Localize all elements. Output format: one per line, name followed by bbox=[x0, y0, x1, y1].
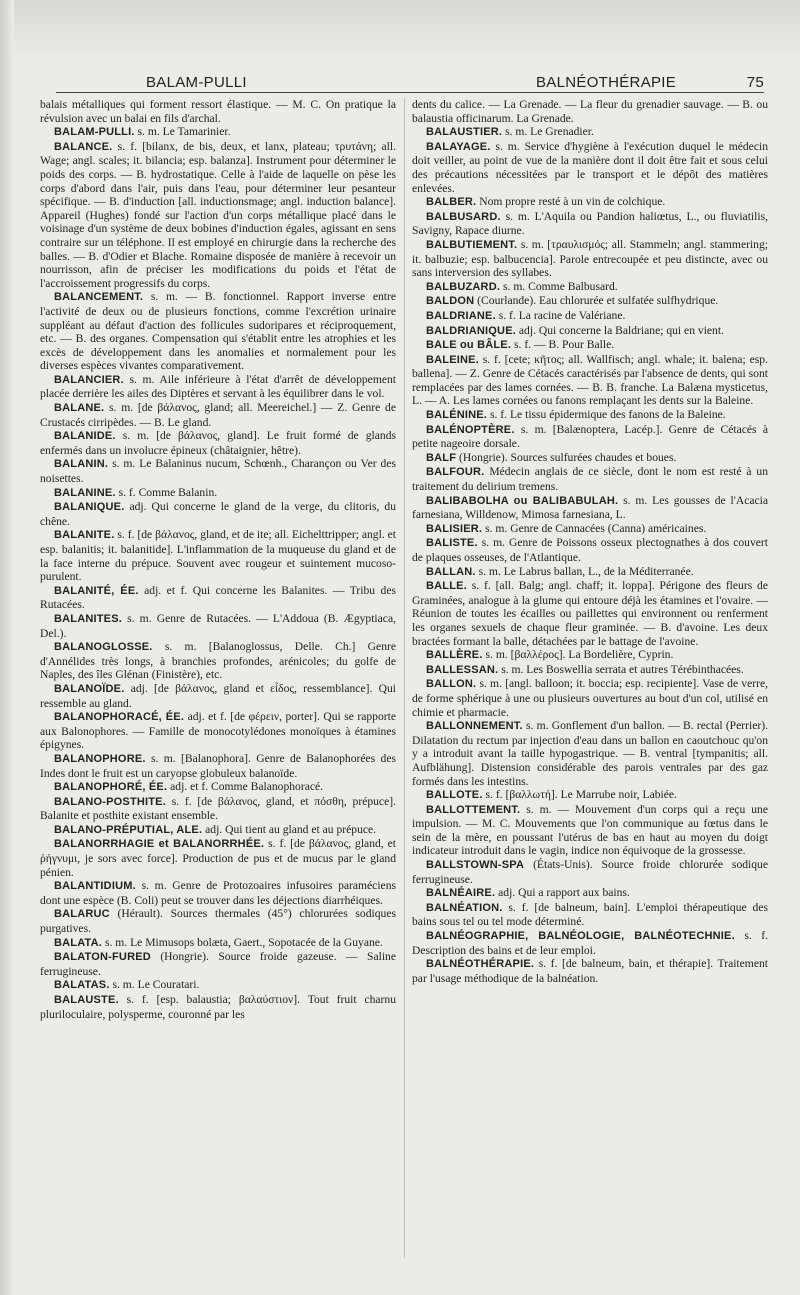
dictionary-entry bbox=[40, 795, 396, 823]
header-left-guideword: BALAM-PULLI bbox=[146, 74, 247, 91]
entry-definition: s. m. Le Labrus ballan, L., de la Méditerranée. bbox=[478, 564, 694, 578]
dictionary-entry bbox=[412, 579, 768, 648]
dictionary-entry bbox=[40, 837, 396, 879]
dictionary-entry bbox=[412, 788, 768, 803]
dictionary-entry bbox=[412, 140, 768, 195]
dictionary-entry bbox=[412, 663, 768, 678]
entry-headword: BALANCIER. bbox=[54, 373, 124, 386]
entry-headword: BALEINE. bbox=[426, 353, 479, 366]
entry-definition: s. m. Genre de Rutacées. — L'Addoua (B. Ægyptiaca, Del.). bbox=[40, 611, 396, 640]
dictionary-entry bbox=[412, 451, 768, 466]
dictionary-entry bbox=[412, 210, 768, 238]
entry-definition: adj. Qui tient au gland et au prépuce. bbox=[205, 822, 377, 836]
dictionary-entry bbox=[40, 290, 396, 373]
entry-definition: s. m. Le Couratari. bbox=[112, 978, 200, 992]
dictionary-entry bbox=[412, 280, 768, 295]
dictionary-entry bbox=[40, 584, 396, 612]
entry-definition: s. m. — Mouvement d'un corps qui a reçu une impulsion. — M. C. Mouvements que l'on communique au fœtus dans le sein de la mère, en poussant l'utérus de bas en haut au moyen du doigt indicateur introduit dans le vagin, indice non équivoque de la grossesse. bbox=[412, 802, 768, 858]
entry-definition: s. m. Le Grenadier. bbox=[505, 125, 594, 139]
entry-headword: BALIBABOLHA ou BALIBABULAH. bbox=[426, 494, 619, 507]
dictionary-entry bbox=[40, 500, 396, 528]
entry-headword: BALÉNOPTÈRE. bbox=[426, 423, 515, 436]
dictionary-entry bbox=[412, 494, 768, 522]
entry-definition: dents du calice. — La Grenade. — La fleur du grenadier sauvage. — B. ou balaustia officinarum. La Grenade. bbox=[412, 98, 768, 125]
entry-headword: BALISIER. bbox=[426, 522, 483, 535]
entry-definition: s. f. [de balneum, bain]. L'emploi thérapeutique des bains sous tel ou tel mode déterminé. bbox=[412, 900, 768, 929]
dictionary-entry bbox=[40, 978, 396, 993]
entry-headword: BALNÉAIRE. bbox=[426, 887, 496, 900]
dictionary-entry bbox=[40, 823, 396, 838]
entry-headword: BALDON bbox=[426, 295, 475, 308]
entry-definition: adj. Qui a rapport aux bains. bbox=[498, 886, 630, 900]
entry-definition: s. m. Le Balaninus nucum, Schœnh., Charançon ou Ver des noisettes. bbox=[40, 457, 396, 486]
entry-definition: s. f. [all. Balg; angl. chaff; it. loppa]. Périgone des fleurs de Graminées, analogue à la glume qui entoure déjà les étamines et l'ovaire. — Réunion de toutes les écailles ou paillettes qui environnent ou renferment les organes sexuels de chaque fleur graminée. — B. d'avoine. Les deux bractées formant la balle, détachées par le battage de l'avoine. bbox=[412, 579, 768, 648]
dictionary-entry bbox=[40, 486, 396, 501]
dictionary-entry bbox=[412, 353, 768, 408]
entry-headword: BALANIQUE. bbox=[54, 501, 125, 514]
entry-definition: s. m. L'Aquila ou Pandion haliœtus, L., ou fluviatilis, Savigny, Rapace diurne. bbox=[412, 209, 768, 238]
entry-definition: s. m. Genre de Poissons osseux plectognathes à dos couvert de plaques osseuses, de l'Atlantique. bbox=[412, 536, 768, 564]
dictionary-entry bbox=[412, 465, 768, 493]
entry-headword: BALÉNINE. bbox=[426, 409, 488, 422]
page-top-edge bbox=[0, 0, 800, 60]
entry-definition: s. f. Le tissu épidermique des fanons de la Baleine. bbox=[490, 408, 726, 422]
dictionary-entry bbox=[40, 457, 396, 485]
dictionary-entry bbox=[40, 907, 396, 935]
entry-definition: s. m. Comme Balbusard. bbox=[503, 279, 618, 293]
entry-headword: BALF bbox=[426, 451, 457, 464]
entry-definition: (États-Unis). Source froide chlorurée sodique ferrugineuse. bbox=[412, 858, 768, 886]
entry-definition: s. m. [de βάλανος, gland]. Le fruit formé de glands enfermés dans un involucre épineux (châtaignier, hêtre). bbox=[40, 429, 397, 457]
dictionary-entry bbox=[412, 423, 768, 451]
dictionary-entry bbox=[412, 309, 768, 324]
entry-headword: BALAYAGE. bbox=[426, 140, 491, 153]
dictionary-entry bbox=[412, 195, 768, 210]
entry-definition: s. f. [βαλλωτή]. Le Marrube noir, Labiée. bbox=[485, 788, 677, 802]
entry-definition: s. m. [Balanoglossus, Delle. Ch.] Genre d'Annélides très longs, à branchies profondes, arénicoles; du golfe de Naples, des îles Glénan (Finistère), etc. bbox=[40, 640, 396, 682]
entry-definition: adj. et f. [de φέρειν, porter]. Qui se rapporte aux Balonophores. — Famille de monocotylédones monoïques à étamines épigynes. bbox=[40, 710, 396, 752]
entry-definition: s. f. [esp. balaustia; βαλαύστιον]. Tout fruit charnu pluriloculaire, polysperme, couronné par les bbox=[40, 993, 396, 1021]
entry-headword: BALANOÏDE. bbox=[54, 682, 125, 695]
dictionary-entry bbox=[412, 886, 768, 901]
entry-headword: BALANO-PRÉPUTIAL, ALE. bbox=[54, 823, 203, 836]
entry-definition: s. m. Service d'hygiène à l'exécution duquel le médecin doit veiller, au point de vue de la manière dont il doit être fait et sous celui des précautions nécessitées par le transport et le dépôt des matières enlevées. bbox=[412, 139, 768, 195]
dictionary-entry bbox=[40, 429, 396, 457]
right-column bbox=[412, 98, 768, 985]
entry-definition: Nom propre resté à un vin de colchique. bbox=[479, 195, 666, 209]
entry-headword: BALANORRHAGIE et BALANORRHÉE. bbox=[54, 838, 265, 851]
dictionary-entry bbox=[412, 338, 768, 353]
entry-headword: BALANOGLOSSE. bbox=[54, 641, 153, 654]
entry-headword: BALAUSTIER. bbox=[426, 126, 503, 139]
entry-definition: (Courlande). Eau chlorurée et sulfatée sulfhydrique. bbox=[477, 294, 719, 308]
entry-headword: BALANITES. bbox=[54, 612, 122, 625]
entry-headword: BALDRIANE. bbox=[426, 309, 496, 322]
entry-headword: BALNÉOTHÉRAPIE. bbox=[426, 958, 535, 971]
dictionary-entry bbox=[412, 677, 768, 719]
entry-headword: BALATA. bbox=[54, 936, 103, 949]
entry-definition: adj. et f. Qui concerne les Balanites. — Tribu des Rutacées. bbox=[40, 583, 396, 612]
dictionary-entry bbox=[40, 612, 396, 640]
entry-definition: s. m. Aile inférieure à l'état d'arrêt de développement placée derrière les ailes des Diptères et servant à les équilibrer dans le vol. bbox=[40, 372, 397, 401]
dictionary-entry bbox=[412, 648, 768, 663]
dictionary-entry bbox=[412, 238, 768, 280]
entry-definition: s. f. [de balneum, bain, et thérapie]. Traitement par l'usage méthodique de la balnéation. bbox=[412, 957, 768, 985]
dictionary-entry bbox=[40, 140, 396, 291]
entry-headword: BALANITE. bbox=[54, 529, 115, 542]
dictionary-entry bbox=[40, 752, 396, 780]
entry-definition: adj. [de βάλανος, gland et εἶδος, ressemblance]. Qui ressemble au gland. bbox=[40, 681, 397, 710]
entry-headword: BALANCE. bbox=[54, 140, 113, 153]
entry-definition: s. m. Genre de Protozoaires infusoires paraméciens dont une espèce (B. Coli) peut se trouver dans les déjections diarrhéiques. bbox=[40, 879, 397, 907]
entry-definition: s. m. [τραυλισμός; all. Stammeln; angl. stammering; it. balbuzie; esp. balbucencia]. Parole entrecoupée et peu distincte, avec ou sans interversion des syllabes. bbox=[412, 237, 768, 280]
entry-definition: s. f. [bilanx, de bis, deux, et lanx, plateau; τρυτάνη; all. Wage; angl. scales; it. bilancia; esp. balanza]. Instrument pour déterminer le poids des corps. — B. hydrostatique. Celle à l'aide de laquelle on pèse les corps d'abord dans l'air, puis dans l'eau, pour déterminer leur pesanteur spécifique. — B. d'induction [all. inductionsmage; angl. induction balance]. Appareil (Hughes) fondé sur l'action d'un corps métallique placé dans le voisinage d'un système de deux bobines d'induction égales, agissant en sens contraire sur un téléphone. Il est employé en chirurgie dans la recherche des balles. — B. d'Odier et Blache. Romaine disposée de manière à recevoir un nourrisson, afin de préciser les modifications du poids et l'état de l'accroissement progressifs du corps. bbox=[40, 139, 396, 290]
dictionary-entry bbox=[40, 528, 396, 583]
entry-headword: BALANINE. bbox=[54, 486, 116, 499]
dictionary-entry bbox=[40, 936, 396, 951]
entry-headword: BALLOTTEMENT. bbox=[426, 803, 521, 816]
entry-definition: s. f. Comme Balanin. bbox=[118, 485, 218, 499]
entry-definition: s. m. Gonflement d'un ballon. — B. rectal (Perrier). Dilatation du rectum par injection d'eau dans un ballon en caoutchouc qu'on y a introduit avant la taille hypogastrique. — B. ventral [tympanitis; all. Aufblähung]. Distension considérable des parois ventrales par des gaz formés dans les intestins. bbox=[412, 719, 768, 788]
entry-headword: BALLON. bbox=[426, 678, 477, 691]
entry-headword: BALATAS. bbox=[54, 979, 110, 992]
dictionary-entry bbox=[40, 640, 396, 682]
dictionary-entry bbox=[40, 373, 396, 401]
entry-headword: BALLONNEMENT. bbox=[426, 720, 523, 733]
entry-headword: BALLSTOWN-SPA bbox=[426, 859, 525, 872]
entry-definition: s. f. — B. Pour Balle. bbox=[514, 338, 615, 352]
dictionary-entry bbox=[412, 803, 768, 858]
entry-definition: s. m. Le Tamarinier. bbox=[137, 125, 231, 139]
entry-headword: BALE ou BÂLE. bbox=[426, 339, 512, 352]
column-divider bbox=[404, 98, 405, 1258]
entry-definition: s. m. [de βάλανος, gland; all. Meereichel.] — Z. Genre de Crustacés cirripèdes. — B. Le gland. bbox=[40, 401, 396, 429]
entry-headword: BALANOPHORÉ, ÉE. bbox=[54, 781, 168, 794]
dictionary-entry bbox=[40, 125, 396, 140]
entry-definition: s. m. Les gousses de l'Acacia farnesiana, Willdenow, Mimosa farnesiana, L. bbox=[412, 493, 768, 522]
entry-headword: BALLESSAN. bbox=[426, 663, 499, 676]
entry-headword: BALBUTIEMENT. bbox=[426, 238, 518, 251]
entry-headword: BALANOPHORE. bbox=[54, 752, 146, 765]
entry-headword: BALANITÉ, ÉE. bbox=[54, 584, 139, 597]
entry-definition: s. m. Les Boswellia serrata et autres Térébinthacées. bbox=[501, 662, 744, 676]
entry-definition: s. m. [Balænoptera, Lacép.]. Genre de Cétacés à petite nageoire dorsale. bbox=[412, 422, 769, 451]
entry-headword: BALANIDE. bbox=[54, 430, 116, 443]
entry-headword: BALLAN. bbox=[426, 565, 476, 578]
entry-definition: s. f. [de βάλανος, gland, et de ite; all. Eichelttripper; angl. et esp. balanitis; it. balanitide]. L'inflammation de la muqueuse du gland et de la face interne du prépuce. Souvent avec rougeur et suintement mucoso-purulent. bbox=[40, 528, 397, 584]
dictionary-entry bbox=[40, 710, 396, 752]
entry-headword: BALBUSARD. bbox=[426, 210, 501, 223]
page-spine-shadow bbox=[0, 0, 14, 1295]
dictionary-entry bbox=[412, 125, 768, 140]
entry-headword: BALANTIDIUM. bbox=[54, 880, 136, 893]
dictionary-entry bbox=[412, 719, 768, 788]
entry-definition: (Hongrie). Source froide gazeuse. — Saline ferrugineuse. bbox=[40, 950, 396, 978]
dictionary-entry bbox=[40, 98, 396, 125]
entry-definition: s. m. Genre de Cannacées (Canna) américaines. bbox=[485, 521, 707, 535]
entry-headword: BALLOTE. bbox=[426, 789, 483, 802]
entry-headword: BALANIN. bbox=[54, 458, 109, 471]
entry-definition: s. f. [cete; κῆτος; all. Wallfisch; angl. whale; it. balena; esp. ballena]. — Z. Genre de Cétacés caractérisés par l'absence de dents, qui sont remplacées par des lames cornées. — B. B. franche. La Balæna mysticetus, L. — A. Les lames cornées ou fanons remplaçant les dents sur la Baleine. bbox=[412, 352, 768, 408]
page-number: 75 bbox=[746, 74, 764, 91]
entry-definition: (Hongrie). Sources sulfurées chaudes et boues. bbox=[459, 450, 677, 464]
entry-headword: BALBER. bbox=[426, 196, 477, 209]
entry-definition: s. f. La racine de Valériane. bbox=[498, 308, 626, 322]
dictionary-entry bbox=[412, 565, 768, 580]
entry-headword: BALLE. bbox=[426, 580, 467, 593]
entry-definition: s. f. [de βάλανος, gland, et πόσθη, prépuce]. Balanite et posthite existant ensemble. bbox=[40, 794, 396, 823]
dictionary-entry bbox=[412, 858, 768, 886]
entry-headword: BALANOPHORACÉ, ÉE. bbox=[54, 711, 185, 724]
running-header bbox=[56, 62, 764, 92]
entry-headword: BALDRIANIQUE. bbox=[426, 324, 516, 337]
dictionary-entry bbox=[412, 408, 768, 423]
entry-definition: s. f. Description des bains et de leur emploi. bbox=[412, 929, 768, 957]
dictionary-entry bbox=[40, 682, 396, 710]
entry-headword: BALANO-POSTHITE. bbox=[54, 795, 166, 808]
dictionary-entry bbox=[40, 879, 396, 907]
dictionary-entry bbox=[412, 957, 768, 985]
entry-headword: BALFOUR. bbox=[426, 466, 485, 479]
entry-headword: BALNÉOGRAPHIE, BALNÉOLOGIE, BALNÉOTECHNIE. bbox=[426, 930, 735, 943]
entry-headword: BALLÈRE. bbox=[426, 649, 483, 662]
entry-definition: balais métalliques qui forment ressort élastique. — M. C. On pratique la révulsion avec un balai en fils d'archal. bbox=[40, 98, 396, 125]
dictionary-entry bbox=[412, 522, 768, 537]
dictionary-entry bbox=[412, 929, 768, 957]
entry-definition: s. m. [βαλλέρος]. La Bordelière, Cyprin. bbox=[485, 648, 674, 662]
dictionary-entry bbox=[412, 294, 768, 309]
entry-headword: BALATON-FURED bbox=[54, 951, 151, 964]
dictionary-entry bbox=[40, 950, 396, 978]
entry-definition: s. m. [angl. balloon; it. boccia; esp. recipiente]. Vase de verre, de forme sphérique à une ou plusieurs ouvertures au bout d'un col, utilisé en chimie et pharmacie. bbox=[412, 677, 768, 719]
left-column bbox=[40, 98, 396, 1021]
entry-definition: s. m. [Balanophora]. Genre de Balanophorées des Indes dont le fruit est un caryopse globuleux balanoïde. bbox=[40, 751, 396, 780]
entry-headword: BALAM-PULLI. bbox=[54, 126, 135, 139]
entry-definition: Médecin anglais de ce siècle, dont le nom est resté à un traitement du delirium tremens. bbox=[412, 465, 769, 494]
dictionary-entry bbox=[412, 536, 768, 564]
entry-definition: adj. et f. Comme Balanophoracé. bbox=[170, 780, 324, 794]
entry-headword: BALAUSTE. bbox=[54, 994, 119, 1006]
entry-definition: (Hérault). Sources thermales (45°) chlorurées sodiques purgatives. bbox=[40, 907, 396, 936]
dictionary-entry bbox=[412, 901, 768, 929]
entry-headword: BALNÉATION. bbox=[426, 901, 503, 914]
entry-headword: BALANCEMENT. bbox=[54, 291, 144, 304]
entry-headword: BALISTE. bbox=[426, 537, 478, 550]
entry-definition: s. m. Le Mimusops bolæta, Gaert., Sopotacée de la Guyane. bbox=[104, 935, 383, 949]
header-right-guideword: BALNÉOTHÉRAPIE bbox=[536, 74, 677, 91]
dictionary-entry bbox=[40, 401, 396, 429]
entry-headword: BALANE. bbox=[54, 402, 105, 415]
entry-definition: adj. Qui concerne le gland de la verge, du clitoris, du chêne. bbox=[40, 500, 396, 528]
dictionary-entry bbox=[412, 324, 768, 339]
entry-headword: BALBUZARD. bbox=[426, 280, 501, 293]
dictionary-entry bbox=[40, 780, 396, 795]
entry-definition: s. m. — B. fonctionnel. Rapport inverse entre l'activité de deux ou de plusieurs fonctions, comme l'excrétion urinaire suppléant au défaut d'action des follicules sudoripares et réciproquement, etc. — B. des organes. Compensation qui s'établit entre les atrophies et les excès de développement dans les anomalies et normalement pour les diverses espèces vivantes comparativement. bbox=[40, 290, 396, 373]
entry-definition: s. f. [de βάλανος, gland, et ῥήγνυμι, je sors avec force]. Production de pus et de mucus par le gland pénien. bbox=[40, 837, 396, 879]
entry-definition: adj. Qui concerne la Baldriane; qui en vient. bbox=[518, 323, 724, 337]
header-rule bbox=[56, 92, 764, 93]
entry-headword: BALARUC bbox=[54, 908, 110, 921]
dictionary-entry bbox=[40, 993, 396, 1021]
dictionary-entry bbox=[412, 98, 768, 125]
